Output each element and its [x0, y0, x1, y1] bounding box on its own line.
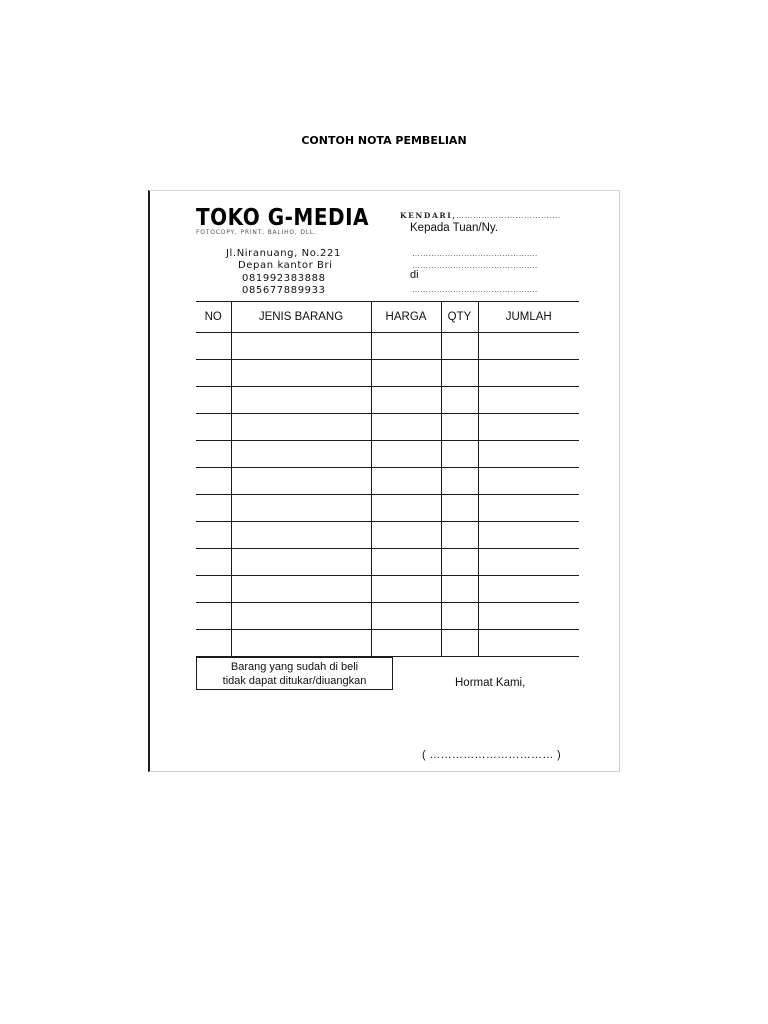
table-cell	[196, 576, 231, 603]
store-address-note: Depan kantor Bri	[238, 260, 333, 271]
table-cell	[196, 468, 231, 495]
store-address: Jl.Niranuang, No.221	[226, 248, 341, 259]
table-row	[196, 387, 579, 414]
table-cell	[441, 576, 478, 603]
table-cell	[231, 630, 371, 657]
receipt-form	[148, 190, 620, 772]
table-row	[196, 495, 579, 522]
table-cell	[231, 522, 371, 549]
table-cell	[478, 333, 579, 360]
table-header-row	[196, 302, 579, 333]
table-row	[196, 549, 579, 576]
table-cell	[196, 630, 231, 657]
table-cell	[231, 414, 371, 441]
recipient-label: Kepada Tuan/Ny.	[410, 222, 499, 234]
table-row	[196, 468, 579, 495]
header-price: HARGA	[371, 302, 441, 333]
table-row	[196, 522, 579, 549]
items-table	[196, 301, 579, 657]
table-cell	[371, 522, 441, 549]
table-cell	[478, 387, 579, 414]
table-cell	[441, 630, 478, 657]
table-cell	[478, 441, 579, 468]
table-cell	[231, 603, 371, 630]
date-field: ……………………………….	[456, 211, 561, 220]
table-row	[196, 630, 579, 657]
table-cell	[196, 414, 231, 441]
notice-line-1: Barang yang sudah di beli	[230, 661, 359, 673]
table-row	[196, 441, 579, 468]
table-cell	[441, 468, 478, 495]
table-cell	[478, 414, 579, 441]
header-no: NO	[196, 302, 231, 333]
table-cell	[196, 333, 231, 360]
table-cell	[478, 360, 579, 387]
table-row	[196, 333, 579, 360]
table-cell	[196, 603, 231, 630]
table-cell	[371, 603, 441, 630]
table-cell	[478, 630, 579, 657]
table-cell	[231, 576, 371, 603]
recipient-name-field-2: ……………………………………….	[412, 261, 538, 270]
signature-line: ( …………………………… )	[422, 749, 561, 761]
store-phone-2: 085677889933	[242, 285, 326, 296]
table-cell	[231, 333, 371, 360]
header-total: JUMLAH	[478, 302, 579, 333]
table-cell	[231, 549, 371, 576]
table-cell	[231, 360, 371, 387]
table-cell	[441, 333, 478, 360]
table-cell	[441, 522, 478, 549]
table-cell	[371, 387, 441, 414]
table-cell	[441, 549, 478, 576]
return-policy-notice	[196, 657, 393, 690]
table-cell	[478, 549, 579, 576]
table-cell	[231, 468, 371, 495]
closing-text: Hormat Kami,	[455, 677, 526, 689]
table-cell	[478, 495, 579, 522]
table-cell	[371, 414, 441, 441]
table-cell	[196, 495, 231, 522]
document-title: CONTOH NOTA PEMBELIAN	[301, 134, 467, 147]
table-cell	[478, 522, 579, 549]
table-cell	[196, 549, 231, 576]
table-cell	[441, 387, 478, 414]
store-tagline: FOTOCOPY, PRINT, BALIHO, DLL.	[196, 229, 317, 236]
location-label: di	[410, 269, 419, 281]
table-cell	[371, 549, 441, 576]
notice-line-2: tidak dapat ditukar/diuangkan	[222, 675, 367, 687]
header-qty: QTY	[441, 302, 478, 333]
header-item-name: JENIS BARANG	[231, 302, 371, 333]
table-cell	[441, 603, 478, 630]
table-row	[196, 360, 579, 387]
table-cell	[478, 603, 579, 630]
table-cell	[231, 387, 371, 414]
table-row	[196, 576, 579, 603]
store-name: TOKO G-MEDIA	[196, 203, 370, 231]
table-cell	[441, 441, 478, 468]
table-cell	[441, 495, 478, 522]
table-row	[196, 414, 579, 441]
table-cell	[196, 441, 231, 468]
table-cell	[478, 576, 579, 603]
table-cell	[371, 360, 441, 387]
table-cell	[441, 414, 478, 441]
table-cell	[371, 468, 441, 495]
table-cell	[196, 360, 231, 387]
city-label: KENDARI,	[400, 211, 457, 220]
table-row	[196, 603, 579, 630]
table-cell	[196, 387, 231, 414]
table-cell	[196, 522, 231, 549]
store-phone-1: 081992383888	[242, 273, 326, 284]
table-cell	[371, 441, 441, 468]
table-cell	[371, 576, 441, 603]
table-cell	[478, 468, 579, 495]
table-cell	[371, 495, 441, 522]
recipient-name-field: ……………………………………….	[412, 249, 538, 258]
table-cell	[231, 441, 371, 468]
table-cell	[231, 495, 371, 522]
table-cell	[371, 630, 441, 657]
table-cell	[441, 360, 478, 387]
table-cell	[371, 333, 441, 360]
location-field: ……………………………………….	[412, 285, 538, 294]
